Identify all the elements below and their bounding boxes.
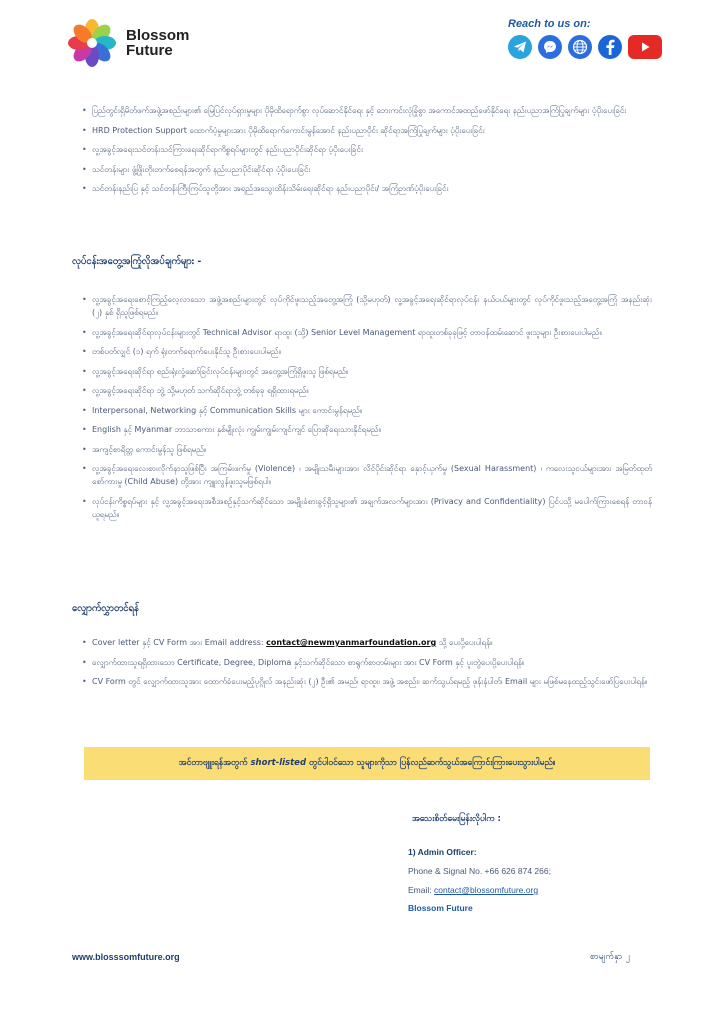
apply-text-after: သို့ ပေးပို့ပေးပါရန်။ (436, 638, 493, 647)
list-item: • သင်တန်းများ ဖွံ့ဖြိုးတိုးတက်စေရန်အတွက် နည်းပညာပိုင်းဆိုင်ရာ ပံ့ပိုးပေးခြင်း (82, 163, 652, 176)
list-item (82, 636, 652, 649)
footer-website-link[interactable]: www.blosssomfuture.org (72, 952, 180, 962)
list-item: • လူ့အခွင့်အရေးဆိုင်ရာ ဘွဲ့ သို့မဟုတ် သက်ဆိုင်ရာဘွဲ့ တစ်ခုခု ရရှိထားရမည်။ (82, 384, 652, 397)
brand-line-2: Future (126, 42, 173, 59)
apply-text-before: Cover letter နှင့် CV Form အား Email address: (92, 638, 267, 647)
requirements-list (82, 293, 652, 527)
list-item: • လူ့အခွင့်အရေးလေးစားလိုက်နာသူဖြစ်ပြီး အကြမ်းဖက်မှု (Violence) ၊ အမျိုးသမီးများအား လိင်ပိုင်းဆိုင်ရာ နှောင့်ယှက်မှု (Sexual Harassment) ၊ ကလေးသူငယ်များအား အမြတ်ထုတ်စော်ကားမှု (Child Abuse) တို့အား ကျူးလွန်ဖူးသူမဖြစ်ရပါ။ (82, 462, 652, 488)
apply-email-link[interactable]: contact@newmyanmarfoundation.org (266, 638, 437, 647)
apply-heading: လျှောက်လွှာတင်ရန် (72, 603, 139, 614)
contact-email-line (408, 885, 668, 895)
list-item: • အကျင့်စာရိတ္တ ကောင်းမွန်သူ ဖြစ်ရမည်။ (82, 443, 652, 456)
contact-email-label: Email: (408, 885, 434, 895)
blossom-logo-icon (64, 18, 120, 68)
contact-org-name: Blossom Future (408, 903, 473, 913)
list-item: • ပြည်တွင်းရှိမိတ်ဖက်အဖွဲ့အစည်းများ၏ မြေပြင်လုပ်ရှားမှုများ ပိုမိုထိရောက်စွာ လုပ်ဆောင်နိုင်ရေး နှင့် ဘေးကင်းလုံခြုံစွာ အကောင်အထည်ဖော်နိုင်ရေး နည်းပညာအကြံပြုချက်များ ပံ့ပိုးပေးခြင်း (82, 104, 652, 117)
list-item: • သင်တန်းနည်းပြ နှင့် သင်တန်းကြီးကြပ်သူတို့အား အရည်အသွေးထိန်းသိမ်းရေးဆိုင်ရာ နည်းပညာပိုင်း/ အကြံဉာဏ်ပံ့ပိုးပေးခြင်း (82, 182, 652, 195)
list-item: • English နှင့် Myanmar ဘာသာစကား နှစ်မျိုးလုံး ကျွမ်းကျွမ်းကျင်ကျင် ပြောဆိုရေးသားနိုင်ရမည်။ (82, 423, 652, 436)
banner-text-after: တွင်ပါဝင်သော သူများကိုသာ ပြန်လည်ဆက်သွယ်အကြောင်းကြားပေးသွားပါမည်။ (306, 757, 556, 768)
shortlist-notice-banner (84, 747, 650, 780)
youtube-icon[interactable] (628, 35, 662, 59)
list-item: • တစ်ပတ်လျှင် (၁) ရက် ရုံးတက်ရောက်ပေးနိုင်သူ ဦးစားပေးပါမည်။ (82, 345, 652, 358)
contact-phone: Phone & Signal No. +66 626 874 266; (408, 866, 551, 876)
page-number: စာမျက်နှာ ၂ (590, 952, 630, 962)
banner-text-emphasis: short-listed (250, 757, 307, 768)
web-globe-icon[interactable] (568, 35, 592, 59)
list-item: • လျှောက်ထားသူရရှိထားသော Certificate, Degree, Diploma နှင့်သက်ဆိုင်သော စာရွက်စာတမ်းများ အား CV Form နှင့် ပူးတွဲပေးပို့ပေးပါရန်။ (82, 656, 652, 669)
social-links (508, 35, 662, 59)
contact-email-link[interactable]: contact@blossomfuture.org (433, 885, 539, 895)
list-item: • လူ့အခွင့်အရေးသင်တန်းသင်ကြားရေးဆိုင်ရာကိစ္စရပ်များတွင် နည်းပညာပိုင်းဆိုင်ရာ ပံ့ပိုးပေးခြင်း (82, 143, 652, 156)
contact-block (408, 814, 668, 913)
list-item: • CV Form တွင် လျှောက်ထားသူအား ထောက်ခံပေးမည့်ပုဂ္ဂိုလ် အနည်းဆုံး (၂) ဦး၏ အမည်၊ ရာထူး၊ အဖွဲ့ အစည်း၊ ဆက်သွယ်ရမည့် ဖုန်းနံပါတ်၊ Email များ မဖြစ်မနေထည့်သွင်းဖော်ပြပေးပါရန်။ (82, 675, 652, 688)
admin-officer-label: 1) Admin Officer: (408, 847, 477, 857)
apply-list (82, 636, 652, 695)
list-item: • လူ့အခွင့်အရေးဆိုင်ရာလုပ်ငန်းများတွင် Technical Advisor ရာထူး (သို့) Senior Level Management ရာထူးတစ်ခုခုဖြင့် တာဝန်ထမ်းဆောင် ဖူးသူများ ဦးစားပေးပါမည်။ (82, 326, 652, 339)
list-item: • HRD Protection Support ထောက်ပံ့မှုများအား ပိုမိုထိရောက်ကောင်းမွန်အောင် နည်းပညာပိုင်း ဆိုင်ရာအကြံပြုချက်များ ပံ့ပိုးပေးခြင်း (82, 124, 652, 137)
messenger-icon[interactable] (538, 35, 562, 59)
reach-label: Reach to us on: (508, 18, 591, 30)
telegram-icon[interactable] (508, 35, 532, 59)
facebook-icon[interactable] (598, 35, 622, 59)
list-item: • လုပ်ငန်းကိစ္စရပ်များ နှင့် လူ့အခွင့်အရေးအစီအစဉ်နှင့်သက်ဆိုင်သော အမျိုးခံစားခွင့်ရှိသူများ၏ အချက်အလက်များအား (Privacy and Confidentiality) ပြင်ပသို့ မပေါက်ကြားစေရန် တာဝန်ယူရမည်။ (82, 495, 652, 521)
brand-line-1: Blossom (126, 27, 190, 44)
page-header (0, 0, 724, 80)
banner-text-before: အင်တာဗျူးရန်အတွက် (178, 757, 251, 768)
responsibilities-list (82, 104, 652, 202)
experience-heading: လုပ်ငန်းအတွေ့အကြုံလိုအပ်ချက်များ - (72, 256, 202, 267)
contact-title: အသေးစိတ်မေးမြန်းလိုပါက : (412, 814, 501, 824)
list-item: • Interpersonal, Networking နှင့် Communication Skills များ ကောင်းမွန်ရမည်။ (82, 404, 652, 417)
list-item: • လူ့အခွင့်အရေးစောင့်ကြည့်လေ့လာသော အဖွဲ့အစည်းများတွင် လုပ်ကိုင်ဖူးသည့်အတွေ့အကြုံ (သို့မဟုတ်) လူ့အခွင့်အရေးဆိုင်ရာလုပ်ငန်း နယ်ပယ်များတွင် လုပ်ကိုင်ဖူးသည့်အတွေ့အကြုံ အနည်းဆုံး (၂) နှစ် ရှိသူဖြစ်ရမည်။ (82, 293, 652, 319)
list-item: • လူ့အခွင့်အရေးဆိုင်ရာ စည်းရုံးလှုံ့ဆော်ခြင်းလုပ်ငန်းများတွင် အတွေ့အကြုံရှိဖူးသူ ဖြစ်ရမည်။ (82, 365, 652, 378)
brand-name (126, 28, 189, 58)
